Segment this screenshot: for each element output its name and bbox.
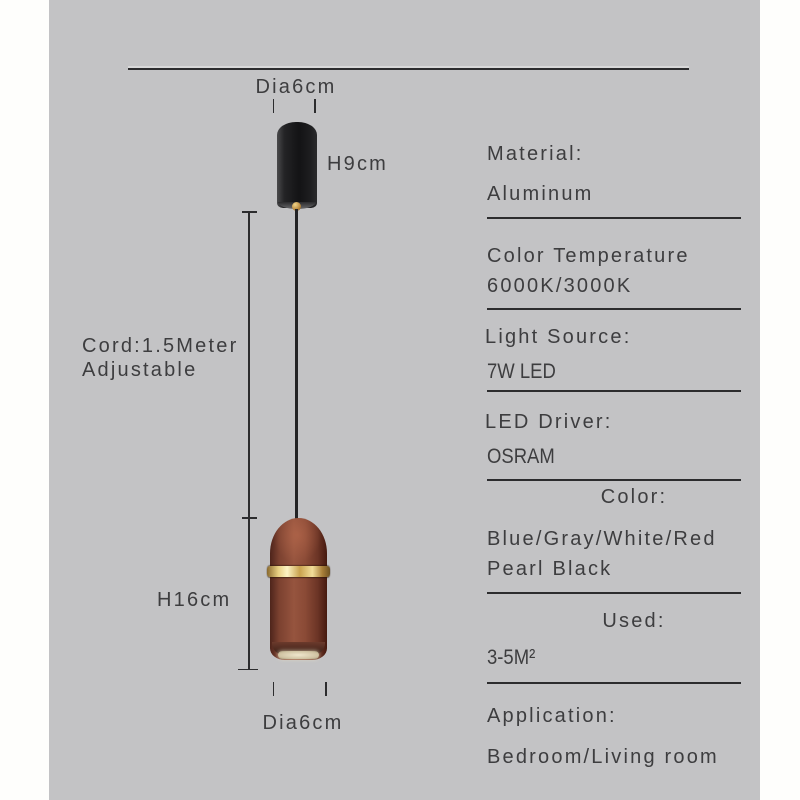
spec-color-temperature-value: 6000K/3000K <box>487 275 633 297</box>
spec-light-source-value: 7W LED <box>487 360 556 383</box>
hanging-cord <box>295 209 298 519</box>
head-height-label: H9cm <box>327 153 389 175</box>
lamp-gold-band <box>267 566 330 577</box>
spec-led-driver-value: OSRAM <box>487 445 555 468</box>
bottom-diameter-label: Dia6cm <box>262 712 344 734</box>
lamp-light-diffuser <box>278 651 319 659</box>
spec-color-temperature-title: Color Temperature <box>487 245 690 267</box>
ceiling-canopy <box>277 122 317 208</box>
spec-divider-1 <box>487 217 741 219</box>
vertical-dim-line <box>248 211 250 670</box>
spec-color-value-line1: Blue/Gray/White/Red <box>487 528 717 550</box>
spec-divider-2 <box>487 308 741 310</box>
spec-application-title: Application: <box>487 705 617 727</box>
cord-dim-tick-middle <box>242 517 257 519</box>
cord-adjustable-label: Adjustable <box>82 359 198 381</box>
spec-material-value: Aluminum <box>487 183 594 205</box>
spec-light-source-title: Light Source: <box>485 326 632 348</box>
spec-led-driver-title: LED Driver: <box>485 411 613 433</box>
body-dim-tick-bottom <box>238 669 258 671</box>
spec-color-value-line2: Pearl Black <box>487 558 613 580</box>
cord-length-label: Cord:1.5Meter <box>82 335 239 357</box>
bottom-diameter-tick-right <box>325 682 327 696</box>
spec-divider-5 <box>487 592 741 594</box>
ceiling-line <box>128 68 689 70</box>
spec-divider-6 <box>487 682 741 684</box>
spec-divider-3 <box>487 390 741 392</box>
left-margin-strip <box>0 0 49 800</box>
bottom-diameter-tick-left <box>273 682 275 696</box>
body-height-label: H16cm <box>157 589 232 611</box>
spec-material-title: Material: <box>487 143 584 165</box>
lamp-body <box>270 518 327 660</box>
spec-used-value: 3-5M² <box>487 646 536 669</box>
right-margin-strip <box>760 0 800 800</box>
spec-application-value: Bedroom/Living room <box>487 746 719 768</box>
top-diameter-tick-right <box>314 99 316 113</box>
spec-divider-4 <box>487 479 741 481</box>
cord-dim-tick-top <box>242 211 257 213</box>
top-diameter-label: Dia6cm <box>255 76 337 98</box>
top-diameter-tick-left <box>273 99 275 113</box>
spec-color-title: Color: <box>600 486 668 508</box>
spec-used-title: Used: <box>602 610 666 632</box>
